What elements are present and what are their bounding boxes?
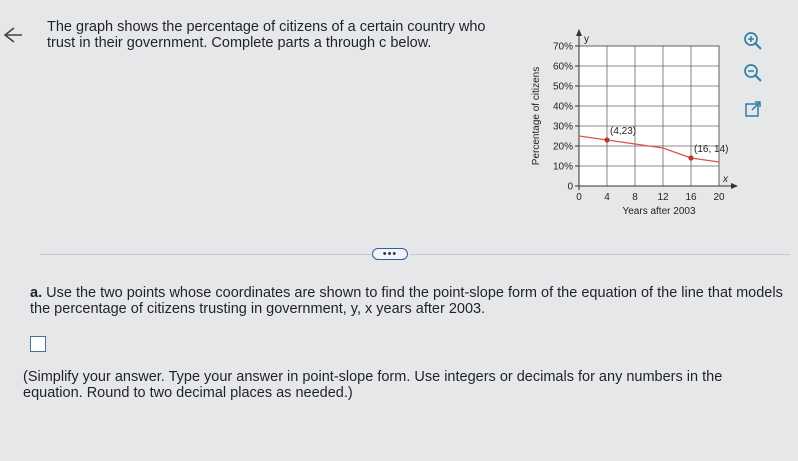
y-tick-label: 70% [552,41,573,53]
question-a-prefix: a. [30,285,43,301]
x-tick-label: 0 [576,192,582,203]
y-tick-label: 10% [552,161,573,173]
y-tick-label: 50% [552,81,573,93]
x-tick-label: 8 [632,192,638,203]
y-axis-letter: y [584,34,589,45]
chart-svg [524,26,749,226]
graph-tools [738,30,778,120]
more-button[interactable]: ••• [372,248,408,260]
answer-instructions: (Simplify your answer. Type your answer in point-slope form. Use integers or decimals for any numbers in the equation. Round to two decimal places as needed.) [23,369,723,401]
x-tick-label: 12 [657,192,669,203]
data-point-label: (16, 14) [694,144,729,155]
data-point [604,137,609,142]
zoom-in-icon[interactable] [738,30,768,52]
y-tick-label: 0 [567,181,573,193]
back-arrow-icon[interactable] [2,24,24,46]
section-divider [40,254,371,255]
y-axis-arrow [576,29,582,36]
trust-graph [524,26,749,226]
question-a [30,285,790,317]
question-a-text: Use the two points whose coordinates are shown to find the point-slope form of the equation of the line that models the percentage of citizens trusting in government, y, x years after 2003. [30,285,783,317]
section-divider [410,254,790,255]
y-tick-label: 20% [552,141,573,153]
x-axis-arrow [731,183,738,189]
y-axis-title: Percentage of citizens [531,66,542,166]
plot-area [579,46,719,186]
y-tick-label: 60% [552,61,573,73]
x-tick-label: 16 [685,192,697,203]
zoom-out-icon[interactable] [738,62,768,84]
y-tick-label: 40% [552,101,573,113]
x-tick-label: 20 [713,192,725,203]
x-tick-label: 4 [604,192,610,203]
x-axis-letter: x [723,174,728,185]
data-point [688,155,693,160]
data-point-label: (4,23) [610,126,637,137]
x-axis-title: Years after 2003 [622,206,696,217]
answer-input[interactable] [30,336,46,352]
y-tick-label: 30% [552,121,573,133]
problem-intro: The graph shows the percentage of citizens of a certain country who trust in their government. Complete parts a through c below. [47,19,486,51]
popout-icon[interactable] [738,98,768,120]
